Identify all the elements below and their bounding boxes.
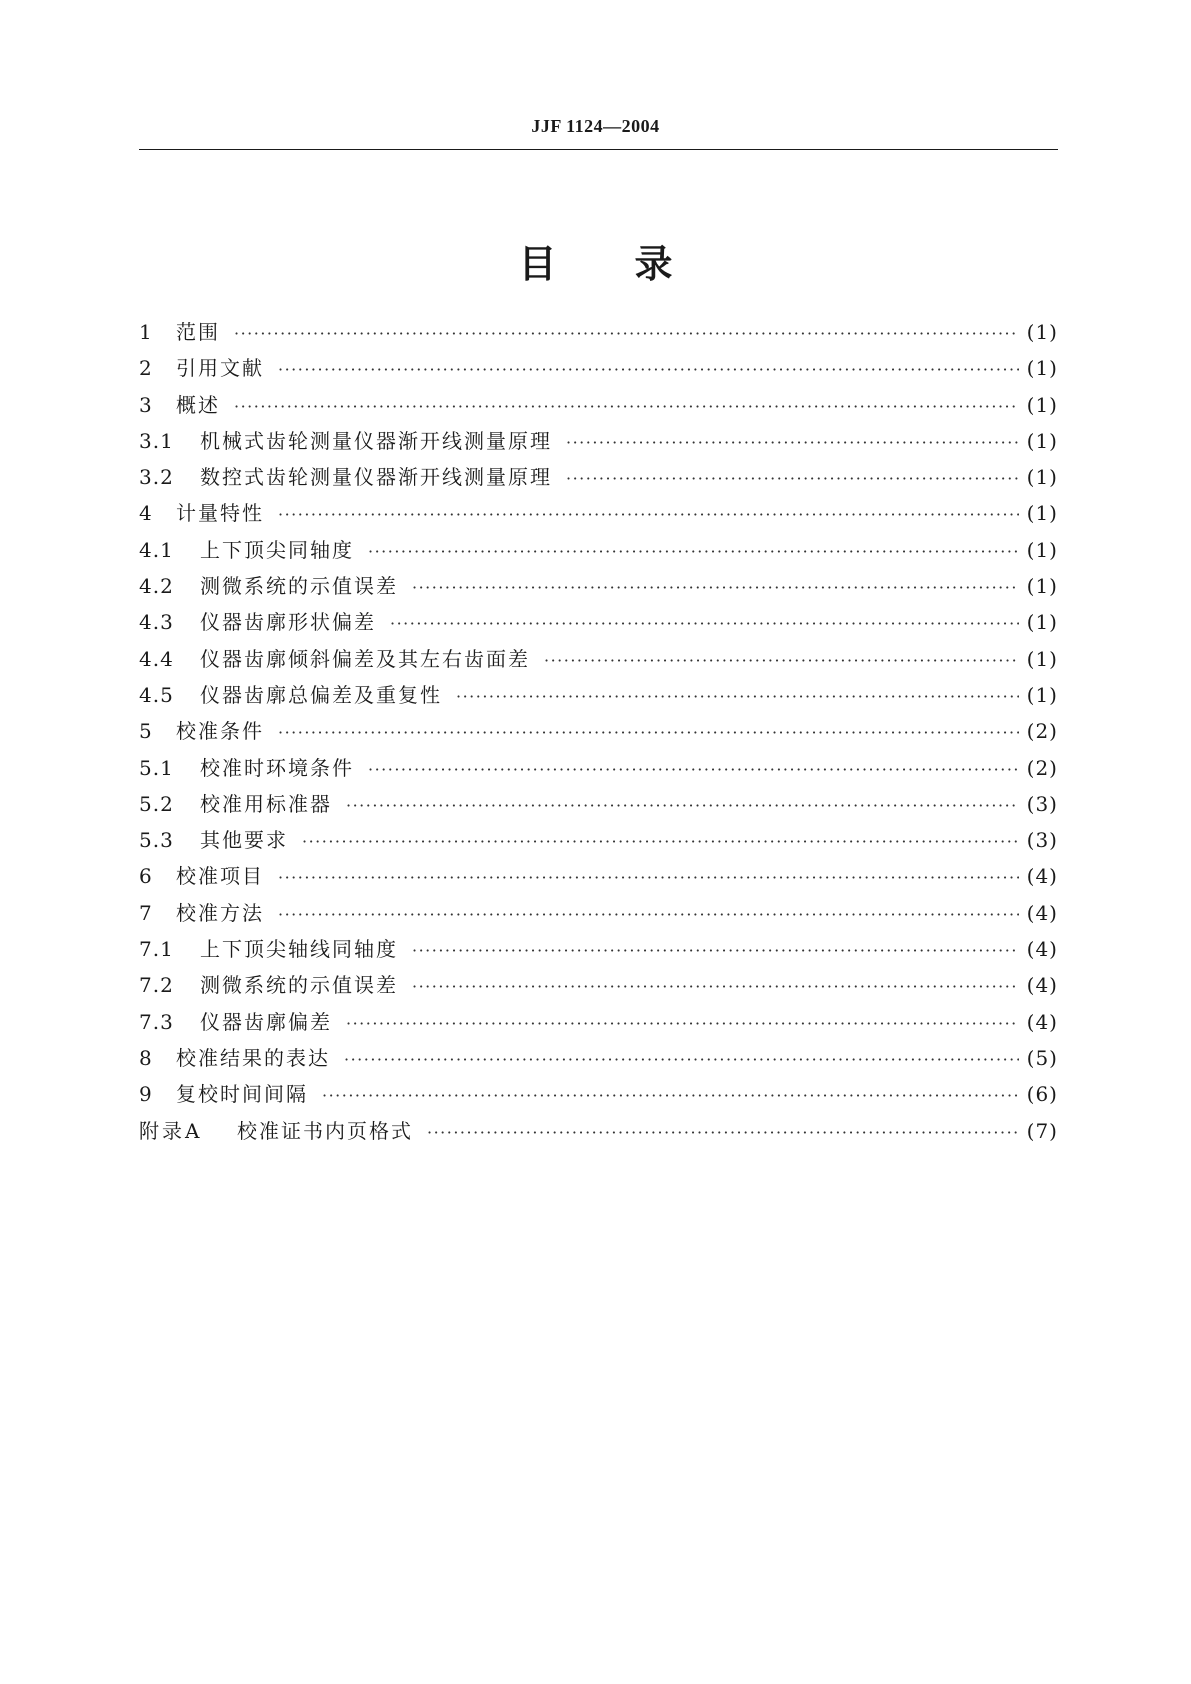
toc-leader-dots [302,832,1019,851]
toc-entry-number: 4.5 [139,682,174,707]
toc-entry[interactable] [139,497,1058,533]
toc-entry-title: 校准结果的表达 [176,1045,330,1070]
toc-entry-page: (1) [1026,646,1058,671]
toc-entry-title: 机械式齿轮测量仪器渐开线测量原理 [200,428,552,453]
toc-entry-number: 5.1 [139,755,174,780]
header-rule [139,149,1058,150]
toc-leader-dots [390,614,1019,633]
toc-entry[interactable] [139,534,1058,570]
toc-entry-title: 复校时间间隔 [176,1082,308,1107]
toc-entry-number: 9 [139,1082,153,1107]
toc-entry-number: 7 [139,900,153,925]
toc-leader-dots [234,397,1019,416]
toc-entry-page: (1) [1026,320,1058,344]
toc-entry-page: (1) [1026,392,1058,417]
toc-entry-page: (2) [1026,719,1058,744]
toc-entry-number: 4.3 [139,610,174,635]
toc-entry-page: (1) [1026,501,1058,526]
toc-entry-number: 4.4 [139,646,174,671]
toc-entry-title: 其他要求 [200,828,288,853]
toc-entry[interactable] [139,860,1058,896]
toc-entry-title: 仪器齿廓形状偏差 [200,610,376,635]
toc-leader-dots [368,760,1019,779]
toc-leader-dots [544,651,1019,670]
toc-entry-page: (1) [1026,356,1058,381]
toc-entry[interactable] [139,969,1058,1005]
toc-entry-page: (1) [1026,574,1058,599]
toc-entry-number: 3.2 [139,465,174,490]
toc-entry-number: 2 [139,356,153,381]
toc-entry-number: 4.1 [139,537,174,562]
toc-leader-dots [566,433,1019,452]
toc-entry[interactable] [139,752,1058,788]
toc-entry-title: 上下顶尖轴线同轴度 [200,937,398,962]
toc-entry-number: 1 [139,320,153,344]
toc-entry-title: 引用文献 [176,356,264,381]
toc-entry-number: 7.3 [139,1009,174,1034]
toc-entry[interactable] [139,389,1058,425]
toc-entry[interactable] [139,1115,1058,1151]
toc-entry-title: 上下顶尖同轴度 [200,537,354,562]
toc-entry-number: 3 [139,392,153,417]
toc-leader-dots [566,469,1019,488]
toc-entry-title: 仪器齿廓偏差 [200,1009,332,1034]
toc-leader-dots [278,723,1019,742]
toc-entry-page: (1) [1026,465,1058,490]
toc-leader-dots [278,360,1019,379]
toc-entry-title: 数控式齿轮测量仪器渐开线测量原理 [200,465,552,490]
toc-entry[interactable] [139,461,1058,497]
toc-leader-dots [234,324,1019,343]
toc-leader-dots [322,1086,1019,1105]
toc-entry[interactable] [139,679,1058,715]
toc-entry-page: (4) [1026,1009,1058,1034]
toc-entry-number: 4 [139,501,153,526]
toc-entry-page: (5) [1026,1045,1058,1070]
toc-entry-number: 附录A [139,1118,203,1143]
toc-entry-page: (1) [1026,682,1058,707]
toc-entry-page: (3) [1026,828,1058,853]
toc-entry-title: 校准时环境条件 [200,755,354,780]
toc-entry[interactable] [139,643,1058,679]
toc-entry-page: (1) [1026,537,1058,562]
toc-leader-dots [278,505,1019,524]
toc-entry-title: 概述 [176,392,220,417]
toc-entry-number: 8 [139,1045,153,1070]
toc-entry-title: 校准条件 [176,719,264,744]
toc-entry[interactable] [139,316,1058,352]
toc-entry-page: (2) [1026,755,1058,780]
toc-leader-dots [278,868,1019,887]
toc-entry-title: 测微系统的示值误差 [200,574,398,599]
toc-entry[interactable] [139,1042,1058,1078]
toc-leader-dots [344,1050,1019,1069]
toc-entry-number: 6 [139,864,153,889]
toc-leader-dots [278,905,1019,924]
toc-entry[interactable] [139,897,1058,933]
toc-entry-page: (4) [1026,973,1058,998]
toc-entry-title: 校准方法 [176,900,264,925]
toc-leader-dots [427,1123,1019,1142]
toc-entry[interactable] [139,570,1058,606]
toc-entry-number: 4.2 [139,574,174,599]
toc-leader-dots [346,796,1019,815]
standard-code: JJF 1124—2004 [531,116,660,136]
toc-entry-title: 计量特性 [176,501,264,526]
toc-entry-title: 仪器齿廓总偏差及重复性 [200,682,442,707]
toc-leader-dots [412,941,1019,960]
toc-entry-title: 校准证书内页格式 [237,1118,413,1143]
page-title: 目录 [518,242,751,286]
toc-entry-number: 5.3 [139,828,174,853]
toc-entry[interactable] [139,606,1058,642]
toc-entry-page: (7) [1026,1118,1058,1143]
toc-leader-dots [412,578,1019,597]
toc-entry[interactable] [139,788,1058,824]
toc-entry[interactable] [139,933,1058,969]
toc-entry-number: 5.2 [139,791,174,816]
toc-leader-dots [368,542,1019,561]
toc-leader-dots [346,1014,1019,1033]
toc-entry-number: 7.2 [139,973,174,998]
toc-entry-title: 仪器齿廓倾斜偏差及其左右齿面差 [200,646,530,671]
toc-entry-title: 范围 [176,320,220,344]
toc-entry-page: (4) [1026,900,1058,925]
toc-leader-dots [456,687,1019,706]
toc-entry-page: (3) [1026,791,1058,816]
toc-entry-page: (4) [1026,864,1058,889]
toc-leader-dots [412,977,1019,996]
toc-entry-page: (1) [1026,610,1058,635]
toc-entry-title: 校准用标准器 [200,791,332,816]
toc-entry[interactable] [139,824,1058,860]
toc-entry[interactable] [139,1078,1058,1114]
toc-entry[interactable] [139,1006,1058,1042]
toc-entry[interactable] [139,425,1058,461]
toc-entry[interactable] [139,352,1058,388]
toc-entry-title: 测微系统的示值误差 [200,973,398,998]
toc-entry-number: 7.1 [139,937,174,962]
table-of-contents [139,316,1058,1151]
toc-entry-page: (6) [1026,1082,1058,1107]
toc-entry-number: 5 [139,719,153,744]
toc-entry-page: (1) [1026,428,1058,453]
toc-entry-number: 3.1 [139,428,174,453]
toc-entry-title: 校准项目 [176,864,264,889]
toc-entry-page: (4) [1026,937,1058,962]
toc-entry[interactable] [139,715,1058,751]
